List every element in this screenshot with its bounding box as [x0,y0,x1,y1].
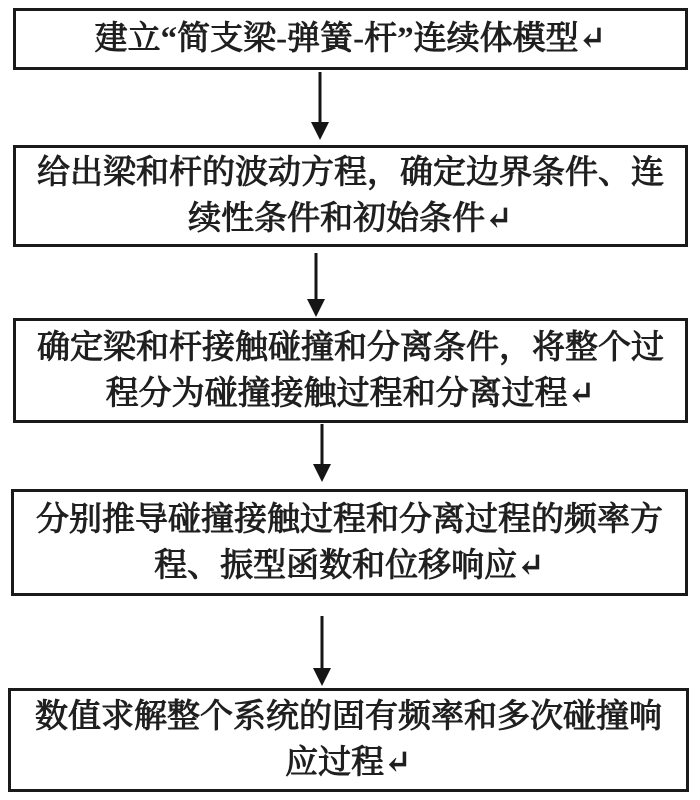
flow-step-5-line-1: 数值求解整个系统的固有频率和多次碰撞响 [35,699,662,735]
down-arrow-icon-2 [306,253,326,317]
arrow-head [311,122,329,140]
flow-step-2-line-2: 续性条件和初始条件↵ [188,201,513,237]
flow-step-4-line-2: 程、振型函数和位移响应↵ [154,547,545,584]
arrow-head [313,464,331,482]
flow-step-2-line-1: 给出梁和杆的波动方程，确定边界条件、连 [37,155,664,191]
flow-step-2 [13,145,688,247]
flow-step-3 [13,318,688,423]
flow-step-3-line-1: 确定梁和杆接触碰撞和分离条件，将整个过 [37,329,664,366]
flow-step-3-line-2: 程分为碰撞接触过程和分离过程↵ [105,375,596,412]
arrow-shaft [321,424,324,466]
flow-step-5 [8,688,689,792]
down-arrow-icon-1 [310,72,330,140]
flow-step-1 [13,8,688,70]
flow-step-4 [11,489,688,596]
arrow-shaft [315,253,318,301]
arrow-shaft [319,72,322,124]
flow-step-5-line-2: 应过程↵ [285,745,412,781]
arrow-shaft [321,616,324,670]
arrow-head [313,668,331,686]
flow-step-1-line-1: 建立“简支梁-弹簧-杆”连续体模型↵ [94,21,607,57]
down-arrow-icon-3 [312,424,332,482]
flow-step-4-line-1: 分别推导碰撞接触过程和分离过程的频率方 [36,501,663,538]
down-arrow-icon-4 [312,616,332,686]
arrow-head [307,299,325,317]
